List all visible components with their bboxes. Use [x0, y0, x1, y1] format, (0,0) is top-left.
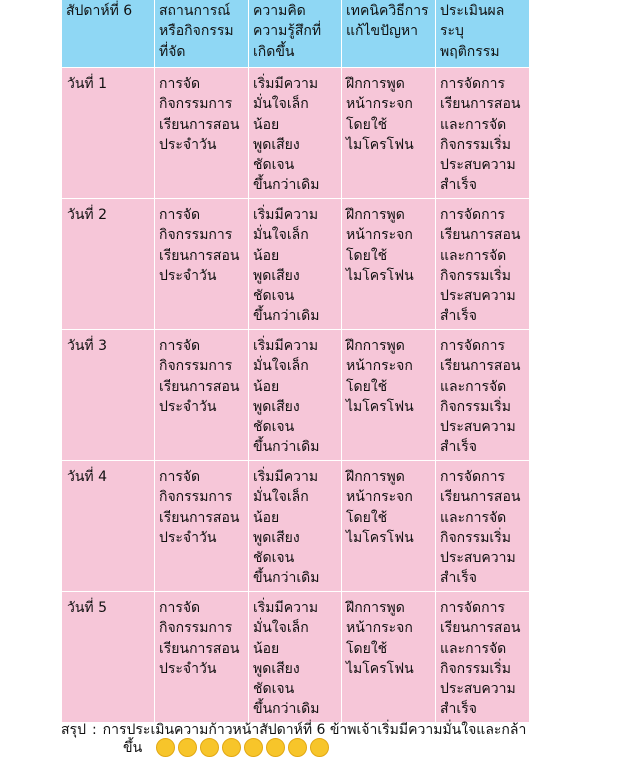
day-cell: วันที่ 1 — [62, 68, 155, 199]
summary-label: สรุป — [61, 722, 86, 738]
feeling-cell: เริ่มมีความ มั่นใจเล็ก น้อย พูดเสียง ชัดเจน ขึ้นกว่าเดิม — [249, 592, 342, 723]
header-week: สัปดาห์ที่ 6 — [62, 0, 155, 68]
emoji-row — [156, 738, 332, 763]
evaluation-cell: การจัดการ เรียนการสอน และการจัด กิจกรรมเริ่ม ประสบความ สำเร็จ — [436, 461, 530, 592]
table-body — [62, 68, 530, 723]
table-row — [62, 592, 530, 723]
activity-cell: การจัด กิจกรรมการ เรียนการสอน ประจำวัน — [155, 461, 249, 592]
evaluation-cell: การจัดการ เรียนการสอน และการจัด กิจกรรมเริ่ม ประสบความ สำเร็จ — [436, 592, 530, 723]
table-row — [62, 199, 530, 330]
header-row — [62, 0, 530, 68]
technique-cell: ฝึกการพูด หน้ากระจก โดยใช้ ไมโครโฟน — [342, 461, 436, 592]
summary-continuation — [61, 738, 332, 763]
summary-line2-text: ขึ้น — [123, 740, 143, 756]
weekly-progress-table — [61, 0, 530, 723]
activity-cell: การจัด กิจกรรมการ เรียนการสอน ประจำวัน — [155, 68, 249, 199]
summary-colon: : — [91, 722, 97, 738]
table-header — [62, 0, 530, 68]
evaluation-cell: การจัดการ เรียนการสอน และการจัด กิจกรรมเริ่ม ประสบความ สำเร็จ — [436, 68, 530, 199]
feeling-cell: เริ่มมีความ มั่นใจเล็ก น้อย พูดเสียง ชัดเจน ขึ้นกว่าเดิม — [249, 461, 342, 592]
table-row — [62, 461, 530, 592]
technique-cell: ฝึกการพูด หน้ากระจก โดยใช้ ไมโครโฟน — [342, 199, 436, 330]
technique-cell: ฝึกการพูด หน้ากระจก โดยใช้ ไมโครโฟน — [342, 330, 436, 461]
header-evaluation: ประเมินผล ระบุ พฤติกรรม — [436, 0, 530, 68]
table-row — [62, 330, 530, 461]
technique-cell: ฝึกการพูด หน้ากระจก โดยใช้ ไมโครโฟน — [342, 68, 436, 199]
evaluation-cell: การจัดการ เรียนการสอน และการจัด กิจกรรมเริ่ม ประสบความ สำเร็จ — [436, 199, 530, 330]
feeling-cell: เริ่มมีความ มั่นใจเล็ก น้อย พูดเสียง ชัดเจน ขึ้นกว่าเดิม — [249, 330, 342, 461]
table-row — [62, 68, 530, 199]
activity-cell: การจัด กิจกรรมการ เรียนการสอน ประจำวัน — [155, 592, 249, 723]
feeling-cell: เริ่มมีความ มั่นใจเล็ก น้อย พูดเสียง ชัดเจน ขึ้นกว่าเดิม — [249, 68, 342, 199]
day-cell: วันที่ 2 — [62, 199, 155, 330]
summary-text: การประเมินความก้าวหน้าสัปดาห์ที่ 6 ข้าพเจ้าเริ่มมีความมั่นใจและกล้า — [102, 722, 527, 738]
header-technique: เทคนิควิธีการ แก้ไขปัญหา — [342, 0, 436, 68]
header-activity: สถานการณ์ หรือกิจกรรม ที่จัด — [155, 0, 249, 68]
header-feeling: ความคิด ความรู้สึกที่ เกิดขึ้น — [249, 0, 342, 68]
activity-cell: การจัด กิจกรรมการ เรียนการสอน ประจำวัน — [155, 199, 249, 330]
evaluation-cell: การจัดการ เรียนการสอน และการจัด กิจกรรมเริ่ม ประสบความ สำเร็จ — [436, 330, 530, 461]
day-cell: วันที่ 3 — [62, 330, 155, 461]
technique-cell: ฝึกการพูด หน้ากระจก โดยใช้ ไมโครโฟน — [342, 592, 436, 723]
feeling-cell: เริ่มมีความ มั่นใจเล็ก น้อย พูดเสียง ชัดเจน ขึ้นกว่าเดิม — [249, 199, 342, 330]
day-cell: วันที่ 4 — [62, 461, 155, 592]
day-cell: วันที่ 5 — [62, 592, 155, 723]
activity-cell: การจัด กิจกรรมการ เรียนการสอน ประจำวัน — [155, 330, 249, 461]
